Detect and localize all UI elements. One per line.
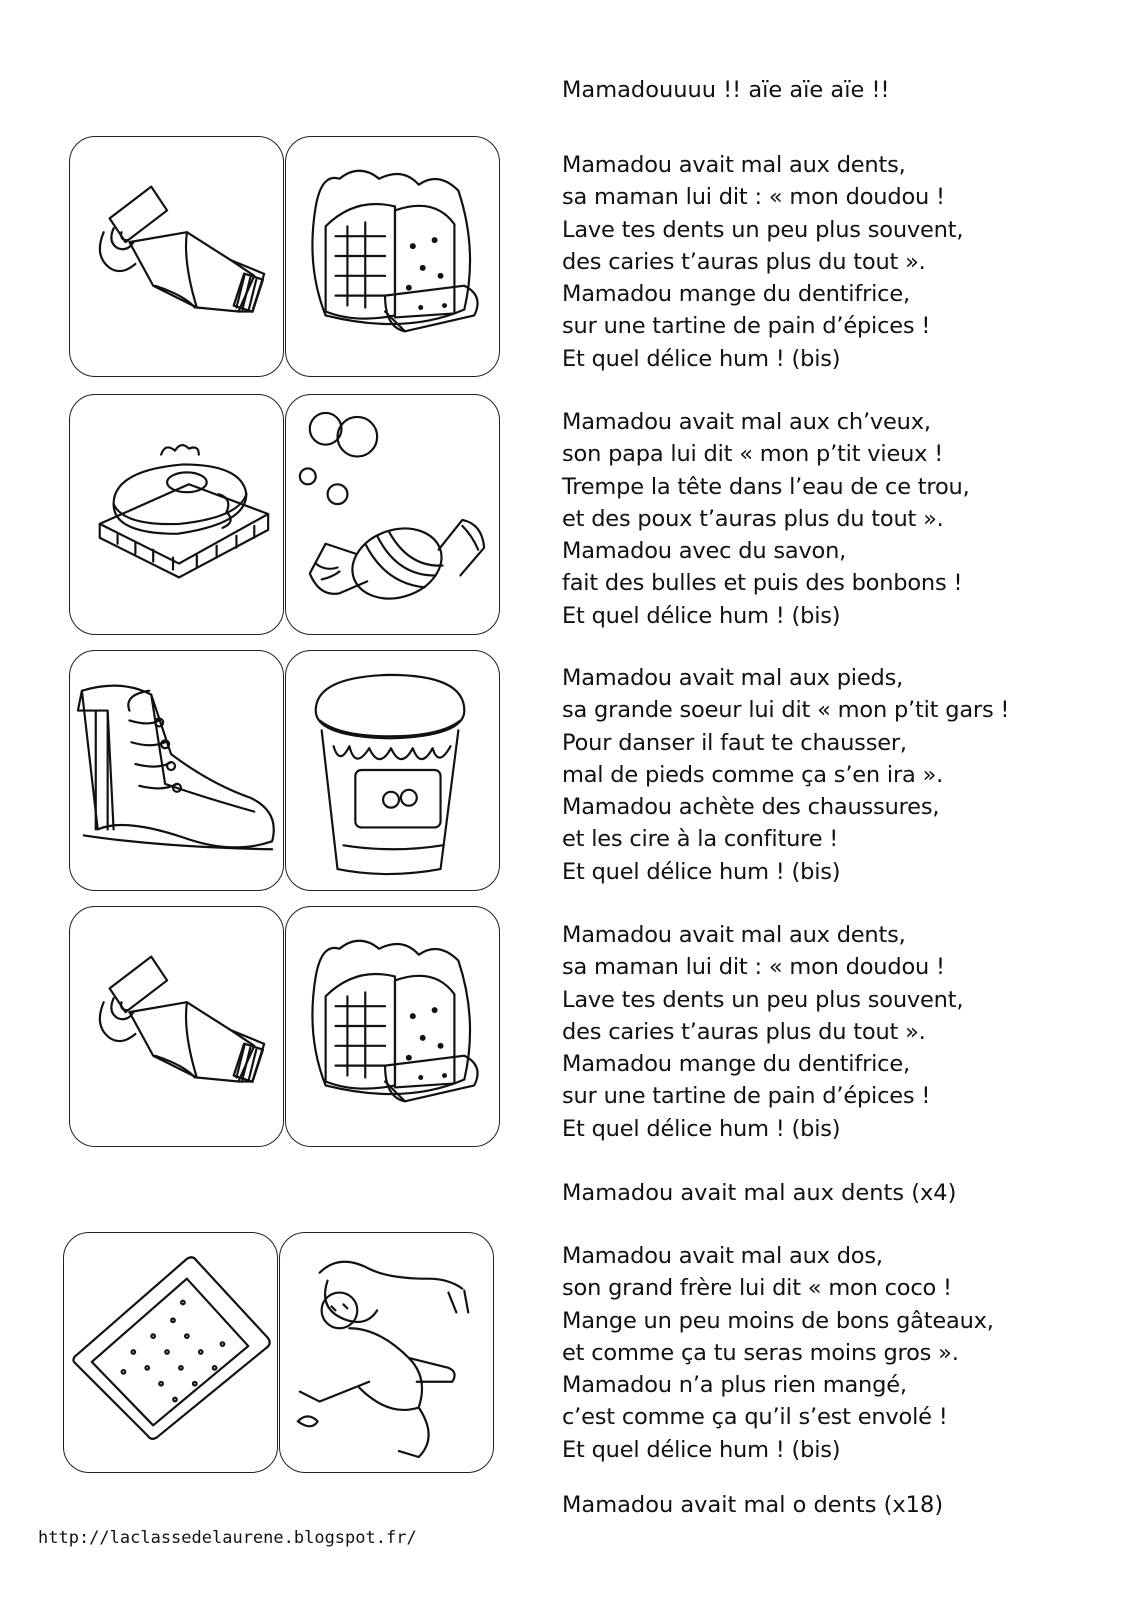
jam-jar-icon <box>286 651 499 890</box>
soap-icon <box>70 395 283 634</box>
refrain-2: Mamadou avait mal o dents (x18) <box>562 1492 944 1518</box>
verse-line: et les cire à la confiture ! <box>562 826 839 853</box>
verse-line: c’est comme ça qu’il s’est envolé ! <box>562 1404 948 1431</box>
verse-1 <box>562 149 1102 375</box>
verse-line: Mamadou achète des chaussures, <box>562 794 940 821</box>
soap-card <box>69 394 284 635</box>
gingerbread-card <box>285 136 500 377</box>
verse-line: Mange un peu moins de bons gâteaux, <box>562 1307 994 1334</box>
shoe-card <box>69 650 284 891</box>
biscuit-icon <box>64 1233 277 1472</box>
blog-url-link[interactable]: http://laclassedelaurene.blogspot.fr/ <box>38 1528 417 1548</box>
verse-line: sa grande soeur lui dit « mon p’tit gars ! <box>562 697 1010 724</box>
verse-line: Et quel délice hum ! (bis) <box>562 602 841 629</box>
verse-line: sur une tartine de pain d’épices ! <box>562 1083 931 1110</box>
verse-5 <box>562 1240 1102 1466</box>
verse-line: sur une tartine de pain d’épices ! <box>562 313 931 340</box>
verse-line: sa maman lui dit : « mon doudou ! <box>562 954 945 981</box>
biscuit-card <box>63 1232 278 1473</box>
verse-line: Mamadou mange du dentifrice, <box>562 1051 910 1078</box>
verse-line: Mamadou avait mal aux dents, <box>562 922 906 948</box>
shoe-icon <box>70 651 283 890</box>
verse-line: Trempe la tête dans l’eau de ce trou, <box>562 473 970 500</box>
verse-line: Mamadou avait mal aux pieds, <box>562 665 904 691</box>
gingerbread-icon <box>286 137 499 376</box>
toothpaste-card-2 <box>69 906 284 1147</box>
verse-line: Et quel délice hum ! (bis) <box>562 858 841 885</box>
verse-line: fait des bulles et puis des bonbons ! <box>562 570 963 597</box>
flying-boy-icon <box>280 1233 493 1472</box>
verse-4 <box>562 919 1102 1145</box>
verse-line: Pour danser il faut te chausser, <box>562 729 907 756</box>
verse-line: son papa lui dit « mon p’tit vieux ! <box>562 441 944 468</box>
verse-line: son grand frère lui dit « mon coco ! <box>562 1275 952 1302</box>
verse-line: Mamadou avait mal aux ch’veux, <box>562 409 931 435</box>
verse-2 <box>562 406 1102 632</box>
toothpaste-tube-icon <box>70 137 283 376</box>
verse-line: et comme ça tu seras moins gros ». <box>562 1339 959 1366</box>
verse-line: Et quel délice hum ! (bis) <box>562 1115 841 1142</box>
verse-3 <box>562 662 1102 888</box>
verse-line: Lave tes dents un peu plus souvent, <box>562 216 964 243</box>
verse-line: sa maman lui dit : « mon doudou ! <box>562 184 945 211</box>
gingerbread-card-2 <box>285 906 500 1147</box>
verse-line: Et quel délice hum ! (bis) <box>562 345 841 372</box>
verse-line: Et quel délice hum ! (bis) <box>562 1436 841 1463</box>
flying-boy-card <box>279 1232 494 1473</box>
verse-line: des caries t’auras plus du tout ». <box>562 1018 926 1045</box>
verse-line: Mamadou avait mal aux dents, <box>562 152 906 178</box>
verse-line: mal de pieds comme ça s’en ira ». <box>562 761 944 788</box>
verse-line: Lave tes dents un peu plus souvent, <box>562 986 964 1013</box>
verse-line: des caries t’auras plus du tout ». <box>562 248 926 275</box>
toothpaste-tube-icon <box>70 907 283 1146</box>
verse-line: Mamadou mange du dentifrice, <box>562 281 910 308</box>
candy-card <box>285 394 500 635</box>
song-title: Mamadouuuu !! aïe aïe aïe !! <box>562 77 890 103</box>
verse-line: et des poux t’auras plus du tout ». <box>562 505 944 532</box>
verse-line: Mamadou avait mal aux dos, <box>562 1243 883 1269</box>
toothpaste-card <box>69 136 284 377</box>
candy-bubbles-icon <box>286 395 499 634</box>
jam-card <box>285 650 500 891</box>
gingerbread-icon <box>286 907 499 1146</box>
refrain-1: Mamadou avait mal aux dents (x4) <box>562 1180 957 1206</box>
verse-line: Mamadou avec du savon, <box>562 538 847 565</box>
verse-line: Mamadou n’a plus rien mangé, <box>562 1372 907 1399</box>
